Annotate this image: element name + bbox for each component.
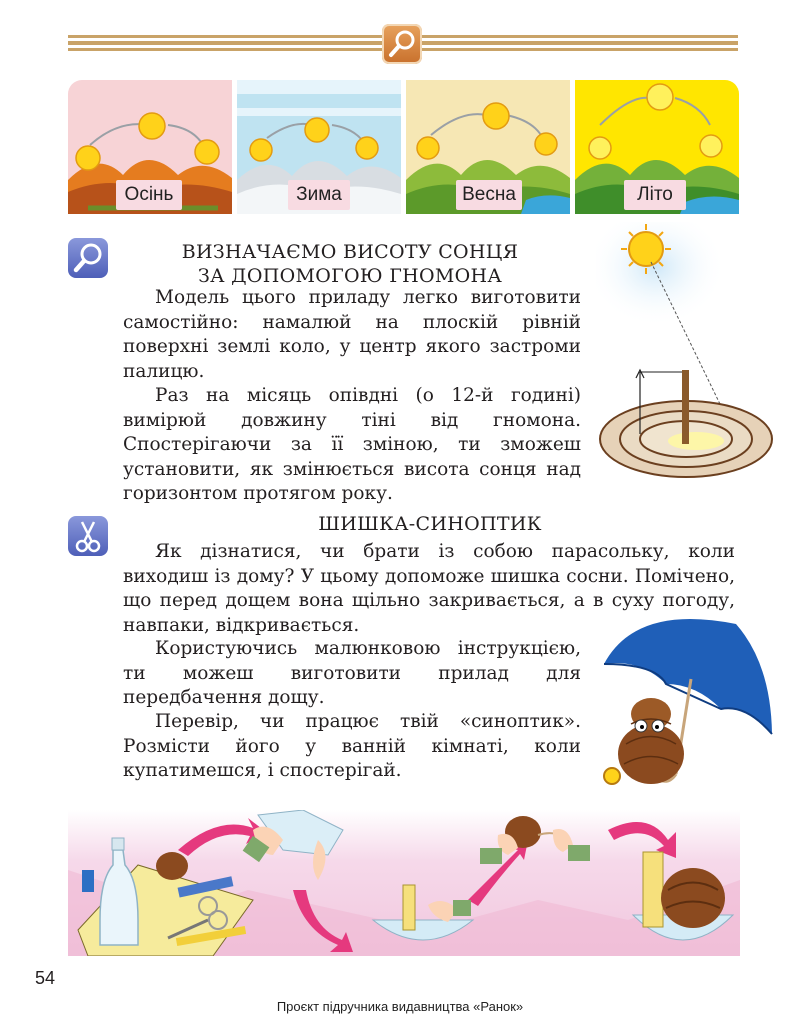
instruction-strip-illustration bbox=[68, 810, 740, 956]
gnomon-section-title bbox=[120, 240, 580, 288]
umbrella-cone-illustration bbox=[596, 604, 776, 794]
page-number: 54 bbox=[35, 968, 56, 988]
cone-section-title: ШИШКА-СИНОПТИК bbox=[318, 513, 542, 535]
season-label-winter: Зима bbox=[288, 180, 350, 210]
gnomon-paragraph-2: Раз на місяць опівдні (о 12-й годині) вимірюй довжину тіні від гномона. Спостерігаючи за її зміною, ти зможеш установити, як змінюється висота сонця над горизонтом протягом року. bbox=[123, 385, 581, 504]
gnomon-illustration bbox=[596, 222, 776, 492]
scissors-icon bbox=[68, 516, 108, 556]
gnomon-title-line2: ЗА ДОПОМОГОЮ ГНОМОНА bbox=[197, 265, 503, 287]
cone-paragraph-2: Користуючись малюнковою інструкцією, ти можеш виготовити прилад для передбачення дощу. bbox=[123, 638, 581, 708]
gnomon-title-line1: ВИЗНАЧАЄМО ВИСОТУ СОНЦЯ bbox=[181, 241, 519, 263]
publisher-footer: Проєкт підручника видавництва «Ранок» bbox=[276, 999, 524, 1014]
gnomon-paragraph-1: Модель цього приладу легко виготовити самостійно: намалюй на плоскій рівній поверхні землі коло, у центр якого застроми палицю. bbox=[123, 287, 581, 382]
cone-paragraph-3: Перевір, чи працює твій «синоптик». Розмісти його у ванній кімнаті, коли купатимешся, і спостерігай. bbox=[123, 711, 581, 781]
cone-paragraph-1: Як дізнатися, чи брати із собою парасольку, коли виходиш із дому? У цьому допоможе шишка сосни. Помічено, що перед дощем вона щільно закривається, а в суху погоду, навпаки, відкривається. bbox=[123, 541, 735, 636]
season-label-summer: Літо bbox=[624, 180, 686, 210]
season-label-spring: Весна bbox=[456, 180, 522, 210]
magnifier-icon bbox=[68, 238, 108, 278]
header-magnifier-icon bbox=[382, 24, 422, 64]
season-label-autumn: Осінь bbox=[116, 180, 182, 210]
